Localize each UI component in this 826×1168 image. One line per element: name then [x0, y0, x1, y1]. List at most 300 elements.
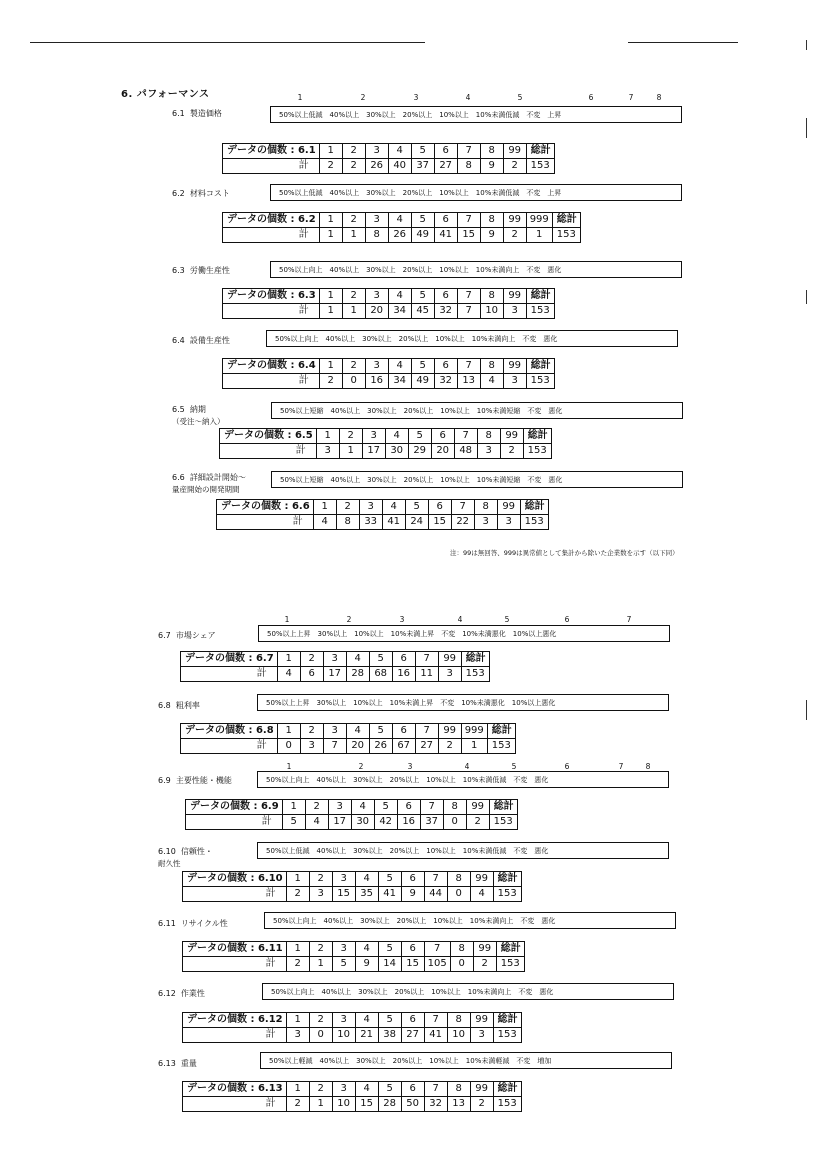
- value-cell: 3: [474, 515, 497, 530]
- value-cell: 1: [319, 228, 342, 243]
- value-cell: 21: [355, 1028, 378, 1043]
- total-head-cell: 総計: [489, 800, 517, 815]
- code-cell: 3: [365, 144, 388, 159]
- table-title-cell: データの個数 : 6.6: [217, 500, 314, 515]
- table-row: [183, 887, 522, 902]
- code-cell: 3: [365, 289, 388, 304]
- code-cell: 3: [362, 429, 385, 444]
- sum-label-cell: 計: [181, 739, 278, 754]
- code-cell: 7: [457, 289, 480, 304]
- sum-label-cell: 計: [217, 515, 314, 530]
- scale-number: 6: [588, 93, 594, 102]
- value-cell: 45: [411, 304, 434, 319]
- value-cell: 44: [424, 887, 447, 902]
- code-cell: 4: [388, 213, 411, 228]
- table-row: [183, 1097, 522, 1112]
- value-cell: 10: [480, 304, 503, 319]
- sum-label-cell: 計: [181, 667, 278, 682]
- code-cell: 99: [470, 1082, 493, 1097]
- table-row: [186, 815, 518, 830]
- code-cell: 99: [503, 289, 526, 304]
- value-cell: 42: [374, 815, 397, 830]
- table-header-row: [220, 429, 552, 444]
- count-table: [180, 651, 490, 682]
- value-cell: 3: [316, 444, 339, 459]
- code-cell: 5: [411, 213, 434, 228]
- table-row: [220, 444, 552, 459]
- item-number: 6.2: [172, 189, 185, 198]
- total-value-cell: 153: [526, 159, 554, 174]
- count-table: [182, 941, 525, 972]
- table-row: [223, 159, 555, 174]
- code-cell: 8: [447, 872, 470, 887]
- code-cell: 4: [355, 1082, 378, 1097]
- table-title-cell: データの個数 : 6.10: [183, 872, 287, 887]
- value-cell: 3: [438, 667, 461, 682]
- value-cell: 16: [392, 667, 415, 682]
- code-cell: 1: [286, 1082, 309, 1097]
- value-cell: 2: [342, 159, 365, 174]
- code-cell: 2: [305, 800, 328, 815]
- value-cell: 2: [286, 887, 309, 902]
- item-name: 納期: [189, 405, 206, 414]
- code-cell: 4: [351, 800, 374, 815]
- item-label: [158, 846, 213, 869]
- count-table: [219, 428, 552, 459]
- item-name: 重量: [180, 1059, 197, 1068]
- value-cell: 24: [405, 515, 428, 530]
- value-cell: 2: [286, 957, 309, 972]
- code-cell: 6: [401, 1013, 424, 1028]
- value-cell: 0: [309, 1028, 332, 1043]
- table-row: [183, 1028, 522, 1043]
- value-cell: 41: [434, 228, 457, 243]
- code-cell: 5: [408, 429, 431, 444]
- total-value-cell: 153: [493, 1097, 521, 1112]
- category-scale-box: 50%以上短縮 40%以上 30%以上 20%以上 10%以上 10%未満短縮 不変 悪化: [271, 402, 683, 419]
- code-cell: 2: [336, 500, 359, 515]
- item-number: 6.4: [172, 336, 185, 345]
- code-cell: 1: [319, 144, 342, 159]
- code-cell: 8: [447, 1082, 470, 1097]
- code-cell: 7: [424, 872, 447, 887]
- value-cell: 1: [339, 444, 362, 459]
- item-number: 6.5: [172, 405, 185, 414]
- table-title-cell: データの個数 : 6.9: [186, 800, 283, 815]
- item-name: 労働生産性: [189, 266, 230, 275]
- code-cell: 2: [342, 289, 365, 304]
- code-cell: 8: [480, 213, 503, 228]
- code-cell: 7: [457, 359, 480, 374]
- value-cell: 27: [401, 1028, 424, 1043]
- code-cell: 5: [411, 359, 434, 374]
- code-cell: 8: [447, 1013, 470, 1028]
- value-cell: 30: [351, 815, 374, 830]
- value-cell: 4: [470, 887, 493, 902]
- margin-mark: [806, 118, 807, 138]
- value-cell: 10: [332, 1097, 355, 1112]
- code-cell: 6: [397, 800, 420, 815]
- item-number: 6.11: [158, 919, 176, 928]
- value-cell: 17: [362, 444, 385, 459]
- code-cell: 4: [355, 942, 378, 957]
- scale-number: 1: [286, 762, 292, 771]
- code-cell: 3: [365, 213, 388, 228]
- value-cell: 32: [424, 1097, 447, 1112]
- table-header-row: [183, 1082, 522, 1097]
- code-cell: 6: [434, 144, 457, 159]
- code-cell: 8: [474, 500, 497, 515]
- code-cell: 99: [466, 800, 489, 815]
- value-cell: 22: [451, 515, 474, 530]
- item-number: 6.9: [158, 776, 171, 785]
- total-head-cell: 総計: [526, 289, 554, 304]
- value-cell: 3: [503, 304, 526, 319]
- category-scale-box: 50%以上低減 40%以上 30%以上 20%以上 10%以上 10%未満低減 不変 悪化: [257, 842, 669, 859]
- code-cell: 1: [286, 872, 309, 887]
- category-scale-box: 50%以上短縮 40%以上 30%以上 20%以上 10%以上 10%未満短縮 不変 悪化: [271, 471, 683, 488]
- count-table: [222, 358, 555, 389]
- value-cell: 1: [309, 957, 332, 972]
- total-value-cell: 153: [520, 515, 548, 530]
- item-number: 6.1: [172, 109, 185, 118]
- code-cell: 99: [473, 942, 496, 957]
- scale-number: 2: [358, 762, 364, 771]
- item-name: リサイクル性: [180, 919, 228, 928]
- value-cell: 2: [319, 159, 342, 174]
- code-cell: 4: [388, 289, 411, 304]
- code-cell: 8: [450, 942, 473, 957]
- value-cell: 10: [447, 1028, 470, 1043]
- total-value-cell: 153: [523, 444, 551, 459]
- value-cell: 2: [500, 444, 523, 459]
- total-head-cell: 総計: [552, 213, 580, 228]
- value-cell: 2: [503, 228, 526, 243]
- value-cell: 49: [411, 228, 434, 243]
- count-table: [222, 212, 581, 243]
- code-cell: 1: [277, 724, 300, 739]
- scale-number: 5: [517, 93, 523, 102]
- value-cell: 41: [378, 887, 401, 902]
- code-cell: 2: [342, 359, 365, 374]
- table-row: [183, 957, 525, 972]
- value-cell: 8: [365, 228, 388, 243]
- code-cell: 99: [438, 724, 461, 739]
- table-header-row: [183, 872, 522, 887]
- scale-number: 6: [564, 762, 570, 771]
- sum-label-cell: 計: [223, 374, 320, 389]
- value-cell: 4: [480, 374, 503, 389]
- item-label: [172, 108, 222, 119]
- value-cell: 2: [319, 374, 342, 389]
- code-cell: 2: [309, 1013, 332, 1028]
- total-head-cell: 総計: [496, 942, 524, 957]
- code-cell: 1: [319, 289, 342, 304]
- code-cell: 7: [420, 800, 443, 815]
- value-cell: 16: [365, 374, 388, 389]
- value-cell: 5: [332, 957, 355, 972]
- code-cell: 2: [309, 942, 332, 957]
- value-cell: 6: [300, 667, 323, 682]
- total-value-cell: 153: [493, 1028, 521, 1043]
- scale-number: 4: [464, 762, 470, 771]
- item-name: 粗利率: [175, 701, 200, 710]
- code-cell: 6: [401, 872, 424, 887]
- value-cell: 26: [365, 159, 388, 174]
- table-row: [181, 667, 490, 682]
- code-cell: 99: [503, 213, 526, 228]
- total-head-cell: 総計: [493, 1013, 521, 1028]
- code-cell: 1: [316, 429, 339, 444]
- code-cell: 4: [385, 429, 408, 444]
- value-cell: 3: [470, 1028, 493, 1043]
- table-row: [223, 304, 555, 319]
- item-label: [172, 188, 230, 199]
- code-cell: 6: [401, 1082, 424, 1097]
- count-table: [185, 799, 518, 830]
- value-cell: 50: [401, 1097, 424, 1112]
- table-title-cell: データの個数 : 6.7: [181, 652, 278, 667]
- item-number: 6.13: [158, 1059, 176, 1068]
- value-cell: 34: [388, 304, 411, 319]
- code-cell: 5: [369, 652, 392, 667]
- value-cell: 105: [424, 957, 450, 972]
- scale-number: 4: [465, 93, 471, 102]
- table-header-row: [183, 1013, 522, 1028]
- scale-number: 7: [626, 615, 632, 624]
- code-cell: 6: [431, 429, 454, 444]
- value-cell: 17: [323, 667, 346, 682]
- code-cell: 4: [388, 144, 411, 159]
- code-cell: 4: [382, 500, 405, 515]
- total-head-cell: 総計: [493, 1082, 521, 1097]
- scale-number: 2: [360, 93, 366, 102]
- code-cell: 6: [401, 942, 424, 957]
- code-cell: 6: [434, 213, 457, 228]
- category-scale-box: 50%以上上昇 30%以上 10%以上 10%未満上昇 不変 10%未満悪化 10%以上悪化: [257, 694, 669, 711]
- value-cell: 41: [424, 1028, 447, 1043]
- code-cell: 8: [443, 800, 466, 815]
- item-name: 設備生産性: [189, 336, 230, 345]
- code-cell: 2: [300, 724, 323, 739]
- value-cell: 49: [411, 374, 434, 389]
- value-cell: 7: [457, 304, 480, 319]
- margin-mark: [806, 40, 807, 50]
- item-name: 信頼性・: [180, 847, 213, 856]
- sum-label-cell: 計: [220, 444, 317, 459]
- total-value-cell: 153: [526, 374, 554, 389]
- value-cell: 9: [480, 159, 503, 174]
- value-cell: 9: [401, 887, 424, 902]
- code-cell: 5: [405, 500, 428, 515]
- margin-mark: [806, 290, 807, 304]
- table-title-cell: データの個数 : 6.12: [183, 1013, 287, 1028]
- value-cell: 11: [415, 667, 438, 682]
- value-cell: 8: [336, 515, 359, 530]
- total-head-cell: 総計: [526, 144, 554, 159]
- item-label: [158, 988, 205, 999]
- code-cell: 4: [355, 1013, 378, 1028]
- value-cell: 27: [434, 159, 457, 174]
- code-cell: 3: [332, 872, 355, 887]
- code-cell: 7: [424, 942, 450, 957]
- value-cell: 3: [497, 515, 520, 530]
- value-cell: 32: [434, 374, 457, 389]
- code-cell: 8: [477, 429, 500, 444]
- table-title-cell: データの個数 : 6.13: [183, 1082, 287, 1097]
- item-label: [172, 404, 225, 427]
- value-cell: 0: [447, 887, 470, 902]
- code-cell: 6: [434, 359, 457, 374]
- value-cell: 3: [286, 1028, 309, 1043]
- value-cell: 37: [411, 159, 434, 174]
- code-cell: 6: [392, 652, 415, 667]
- code-cell: 2: [300, 652, 323, 667]
- code-cell: 1: [286, 942, 309, 957]
- table-row: [181, 739, 516, 754]
- value-cell: 17: [328, 815, 351, 830]
- code-cell: 5: [378, 942, 401, 957]
- value-cell: 33: [359, 515, 382, 530]
- value-cell: 15: [332, 887, 355, 902]
- code-cell: 999: [526, 213, 552, 228]
- table-header-row: [223, 359, 555, 374]
- scale-number: 1: [284, 615, 290, 624]
- item-name: 主要性能・機能: [175, 776, 232, 785]
- code-cell: 999: [461, 724, 487, 739]
- value-cell: 15: [457, 228, 480, 243]
- item-name: 材料コスト: [189, 189, 230, 198]
- value-cell: 0: [277, 739, 300, 754]
- value-cell: 1: [461, 739, 487, 754]
- code-cell: 8: [480, 144, 503, 159]
- total-value-cell: 153: [526, 304, 554, 319]
- table-title-cell: データの個数 : 6.3: [223, 289, 320, 304]
- count-table: [180, 723, 516, 754]
- table-title-cell: データの個数 : 6.4: [223, 359, 320, 374]
- scale-number: 8: [645, 762, 651, 771]
- code-cell: 99: [470, 1013, 493, 1028]
- value-cell: 15: [355, 1097, 378, 1112]
- code-cell: 8: [480, 289, 503, 304]
- value-cell: 27: [415, 739, 438, 754]
- item-label: [158, 630, 216, 641]
- value-cell: 26: [388, 228, 411, 243]
- code-cell: 3: [332, 942, 355, 957]
- value-cell: 20: [346, 739, 369, 754]
- code-cell: 3: [365, 359, 388, 374]
- total-value-cell: 153: [493, 887, 521, 902]
- value-cell: 67: [392, 739, 415, 754]
- code-cell: 5: [374, 800, 397, 815]
- code-cell: 99: [497, 500, 520, 515]
- value-cell: 13: [447, 1097, 470, 1112]
- value-cell: 9: [355, 957, 378, 972]
- code-cell: 3: [359, 500, 382, 515]
- code-cell: 6: [392, 724, 415, 739]
- value-cell: 3: [477, 444, 500, 459]
- code-cell: 4: [346, 652, 369, 667]
- code-cell: 3: [323, 652, 346, 667]
- item-number: 6.7: [158, 631, 171, 640]
- value-cell: 10: [332, 1028, 355, 1043]
- value-cell: 5: [282, 815, 305, 830]
- code-cell: 3: [332, 1013, 355, 1028]
- value-cell: 48: [454, 444, 477, 459]
- category-scale-box: 50%以上向上 40%以上 30%以上 20%以上 10%以上 10%未満低減 不変 悪化: [257, 771, 669, 788]
- item-label: [158, 775, 232, 786]
- code-cell: 2: [342, 213, 365, 228]
- scale-number: 4: [457, 615, 463, 624]
- section-title: 6. パフォーマンス: [121, 89, 210, 100]
- value-cell: 30: [385, 444, 408, 459]
- value-cell: 26: [369, 739, 392, 754]
- value-cell: 2: [286, 1097, 309, 1112]
- item-label: [172, 335, 230, 346]
- code-cell: 7: [457, 213, 480, 228]
- code-cell: 1: [319, 213, 342, 228]
- table-header-row: [186, 800, 518, 815]
- scale-number: 3: [399, 615, 405, 624]
- value-cell: 2: [473, 957, 496, 972]
- value-cell: 1: [342, 228, 365, 243]
- category-scale-box: 50%以上軽減 40%以上 30%以上 20%以上 10%以上 10%未満軽減 不変 増加: [260, 1052, 672, 1069]
- count-table: [182, 871, 522, 902]
- code-cell: 8: [480, 359, 503, 374]
- scale-number: 7: [628, 93, 634, 102]
- value-cell: 0: [342, 374, 365, 389]
- total-value-cell: 153: [487, 739, 515, 754]
- code-cell: 99: [503, 359, 526, 374]
- category-scale-box: 50%以上低減 40%以上 30%以上 20%以上 10%以上 10%未満低減 不変 上昇: [270, 184, 682, 201]
- code-cell: 7: [424, 1013, 447, 1028]
- value-cell: 41: [382, 515, 405, 530]
- value-cell: 3: [309, 887, 332, 902]
- item-number: 6.8: [158, 701, 171, 710]
- scale-number: 5: [504, 615, 510, 624]
- sum-label-cell: 計: [186, 815, 283, 830]
- sum-label-cell: 計: [183, 1097, 287, 1112]
- code-cell: 7: [424, 1082, 447, 1097]
- item-subname: 量産開始の開発期間: [172, 485, 240, 494]
- value-cell: 9: [480, 228, 503, 243]
- scale-number: 3: [413, 93, 419, 102]
- total-value-cell: 153: [461, 667, 489, 682]
- value-cell: 20: [365, 304, 388, 319]
- category-scale-box: 50%以上上昇 30%以上 10%以上 10%未満上昇 不変 10%未満悪化 10%以上悪化: [258, 625, 670, 642]
- value-cell: 35: [355, 887, 378, 902]
- item-name: 製造価格: [189, 109, 222, 118]
- item-number: 6.10: [158, 847, 176, 856]
- code-cell: 4: [355, 872, 378, 887]
- code-cell: 5: [411, 144, 434, 159]
- value-cell: 4: [277, 667, 300, 682]
- value-cell: 37: [420, 815, 443, 830]
- sum-label-cell: 計: [223, 228, 320, 243]
- value-cell: 34: [388, 374, 411, 389]
- sum-label-cell: 計: [223, 159, 320, 174]
- code-cell: 2: [309, 872, 332, 887]
- value-cell: 7: [323, 739, 346, 754]
- scale-number: 6: [564, 615, 570, 624]
- total-head-cell: 総計: [487, 724, 515, 739]
- code-cell: 2: [342, 144, 365, 159]
- total-value-cell: 153: [496, 957, 524, 972]
- table-header-row: [223, 289, 555, 304]
- value-cell: 4: [305, 815, 328, 830]
- code-cell: 1: [319, 359, 342, 374]
- item-name: 詳細設計開始～: [189, 473, 246, 482]
